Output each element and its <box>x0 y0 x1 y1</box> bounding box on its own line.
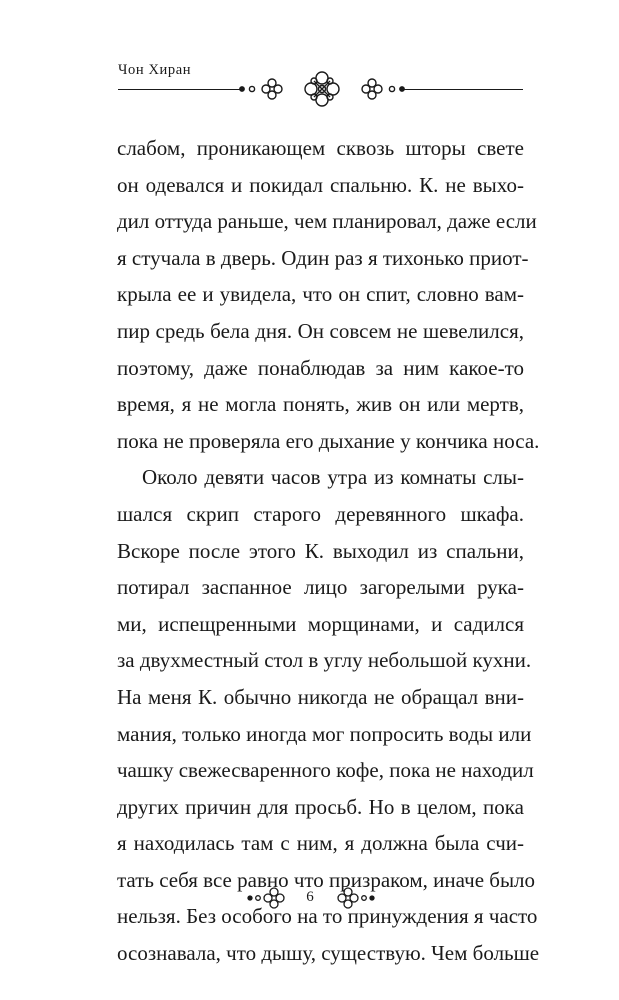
body-text <box>117 130 540 972</box>
text-line: слабом, проникающем сквозь шторы свете <box>117 136 524 160</box>
text-line: других причин для просьб. Но в целом, пока <box>117 794 524 819</box>
text-line: потирал заспанное лицо загорелыми рука- <box>117 575 524 600</box>
text-line: Около девяти часов утра из комнаты слы- <box>142 465 524 490</box>
text-line: пир средь бела дня. Он совсем не шевелился, <box>117 318 524 343</box>
page-number: 6 <box>306 889 314 905</box>
text-line: Вскоре после этого К. выходил из спальни, <box>117 538 524 563</box>
text-line: нельзя. Без особого на то принуждения я часто <box>117 904 538 929</box>
text-line: поэтому, даже понаблюдав за ним какое-то <box>117 355 524 380</box>
text-line: мания, только иногда мог попросить воды или <box>117 721 532 746</box>
text-line: он одевался и покидал спальню. К. не выхо- <box>117 172 524 197</box>
text-line: крыла ее и увидела, что он спит, словно вам- <box>117 282 524 307</box>
text-line: я находилась там с ним, я должна была счи- <box>117 831 524 856</box>
text-line: время, я не могла понять, жив он или мертв, <box>117 392 524 417</box>
text-line: пока не проверяла его дыхание у кончика носа. <box>117 428 540 453</box>
header-ornament-icon <box>232 68 412 112</box>
text-line: На меня К. обычно никогда не обращал вни- <box>117 684 524 709</box>
text-line: чашку свежесваренного кофе, пока не находил <box>117 758 534 783</box>
page-footer <box>0 880 619 920</box>
footer-ornament-left-icon <box>246 880 286 916</box>
text-line: я стучала в дверь. Один раз я тихонько приот- <box>117 245 529 270</box>
text-line: дил оттуда раньше, чем планировал, даже если <box>117 209 537 234</box>
text-line: ми, испещренными морщинами, и садился <box>117 611 524 636</box>
running-head-author: Чон Хиран <box>118 62 192 78</box>
text-line: осознавала, что дышу, существую. Чем больше <box>117 941 540 966</box>
text-line: тать себя все равно что призраком, иначе было <box>117 867 536 892</box>
header-rule-left <box>118 89 243 90</box>
header-rule-right <box>403 89 523 90</box>
footer-ornament-right-icon <box>336 880 376 916</box>
text-line: шался скрип старого деревянного шкафа. <box>117 501 524 526</box>
text-line: за двухместный стол в углу небольшой кухни. <box>117 648 532 673</box>
